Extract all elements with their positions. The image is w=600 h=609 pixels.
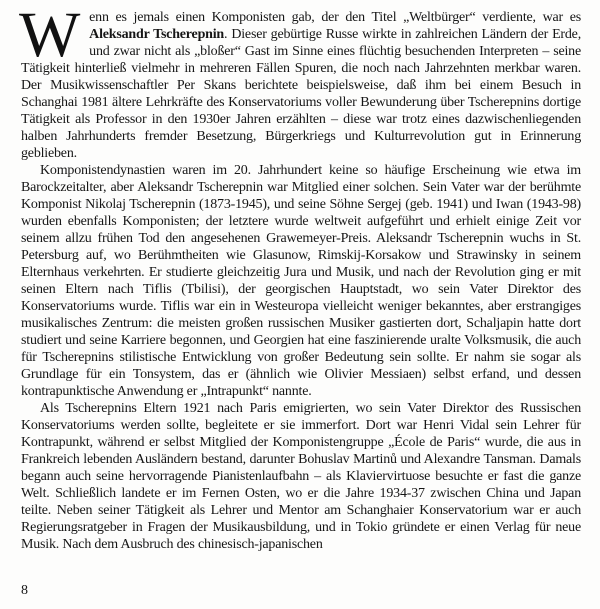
paragraph-intro-rest: . Dieser gebürtige Russe wirkte in zahlreichen Ländern der Erde, und zwar nicht als „bloßer“ Gast im Sinne eines flüchtig besuchenden Interpreten – seine Tätigkeit hinterließ vielmehr in mehreren Fällen Spuren, die noch nach Jahrzehnten merkbar waren. Der Musikwissenschaftler Per Skans berichtete beispielsweise, daß ihm bei einem Besuch in Schanghai 1981 ältere Lehrkräfte des Konservatoriums voller Bewunderung über Tscherepnins dortige Tätigkeit als Professor in den 1930er Jahren erzählten – diese war trotz eines dazwischenliegenden halben Jahrhunderts fremder Besetzung, Bürgerkriegs und Kulturrevolution gut in Erinnerung geblieben.: [21, 27, 581, 161]
paragraph-paris: Als Tscherepnins Eltern 1921 nach Paris emigrierten, wo sein Vater Direktor des Russischen Konservatoriums werden sollte, begleitete er sie immerfort. Dort war Henri Vidal sein Lehrer für Kontrapunkt, während er selbst Mitglied der Komponistengruppe „École de Paris“ wurde, die aus in Frankreich lebenden Ausländern bestand, darunter Bohuslav Martinů und Alexandre Tansman. Damals begann auch seine hervorragende Pianistenlaufbahn – als Klaviervirtuose besuchte er fast die ganze Welt. Schließlich landete er im Fernen Osten, wo er die Jahre 1934-37 zwischen China und Japan teilte. Neben seiner Tätigkeit als Lehrer und Mentor am Schanghaier Konservatorium war er auch Regierungsratgeber in Fragen der Musikausbildung, und in Tokio gründete er einen Verlag für neue Musik. Nach dem Ausbruch des chinesisch-japanischen: [21, 401, 581, 552]
drop-cap-letter: W: [19, 0, 81, 71]
paragraph-dynasty: Komponistendynastien waren im 20. Jahrhundert keine so häufige Erscheinung wie etwa im Barockzeitalter, aber Aleksandr Tscherepnin war Mitglied einer solchen. Sein Vater war der berühmte Komponist Nikolaj Tscherepnin (1873-1945), und seine Söhne Sergej (geb. 1941) und Iwan (1943-98) wurden ebenfalls Komponisten; der letztere wurde weltweit aufgeführt und erhielt einige Zeit vor seinem allzu frühen Tod den angesehenen Grawemeyer-Preis. Aleksandr Tscherepnin wuchs in St. Petersburg auf, wo Berühmtheiten wie Glasunow, Rimskij-Korsakow und Strawinsky in seinem Elternhaus verkehrten. Er studierte gleichzeitig Jura und Musik, und nach der Revolution ging er mit seinen Eltern nach Tiflis (Tbilisi), der georgischen Hauptstadt, wo sein Vater Direktor des Konservatoriums wurde. Tiflis war ein in Westeuropa vielleicht weniger bekanntes, aber erstrangiges musikalisches Zentrum: die meisten großen russischen Musiker gastierten dort, Schaljapin hatte dort studiert und seine Karriere begonnen, und Georgien hat eine faszinierende uralte Volksmusik, die auch für Tscherepnins stilistische Entwicklung von großer Bedeutung sein sollte. Er nahm sie sogar als Grundlage für ein Tonsystem, das er (ähnlich wie Olivier Messiaen) selbst erfand, und dessen kontrapunktische Anwendung er „Intrapunkt“ nannte.: [21, 163, 581, 399]
composer-name-bold: Aleksandr Tscherepnin: [89, 27, 225, 42]
page-number: 8: [21, 583, 28, 598]
paragraph-intro-lead: enn es jemals einen Komponisten gab, der den Titel „Weltbürger“ verdiente, war es: [89, 10, 581, 25]
paragraph-intro: [19, 0, 581, 162]
